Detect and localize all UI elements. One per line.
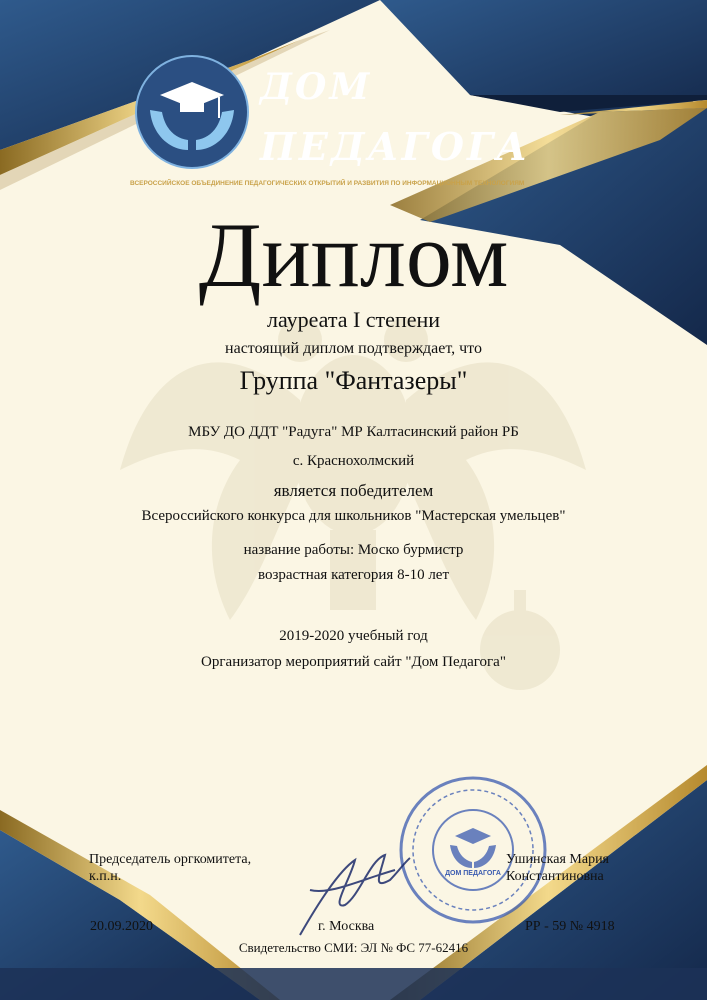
status-text: является победителем xyxy=(273,481,434,500)
diploma-title: Диплом xyxy=(198,204,509,306)
contest-name: Всероссийского конкурса для школьников "Мастерская умельцев" xyxy=(141,508,566,524)
age-category: возрастная категория 8-10 лет xyxy=(257,567,450,583)
work-title: название работы: Моско бурмистр xyxy=(243,542,464,558)
recipient-name: Группа "Фантазеры" xyxy=(239,366,468,395)
stamp-label: ДОМ ПЕДАГОГА xyxy=(445,870,501,877)
organizer: Организатор мероприятий сайт "Дом Педагога" xyxy=(201,654,506,670)
signer-name-line1: Ушинская Мария xyxy=(506,852,609,867)
diploma-degree: лауреата I степени xyxy=(266,307,441,332)
logo-name-line1: ДОМ xyxy=(260,66,373,108)
stamp-seal xyxy=(401,778,545,922)
logo-name-line2: ПЕДАГОГА xyxy=(260,124,531,169)
media-certificate: Свидетельство СМИ: ЭЛ № ФС 77-62416 xyxy=(238,940,469,955)
institution: МБУ ДО ДДТ "Радуга" МР Калтасинский район РБ xyxy=(188,424,519,440)
logo-tagline: ВСЕРОССИЙСКОЕ ОБЪЕДИНЕНИЕ ПЕДАГОГИЧЕСКИХ ОТКРЫТИЙ И РАЗВИТИЯ ПО ИНФОРМАЦИОННЫМ ТЕХНОЛОГИЯМ xyxy=(130,180,525,187)
signer-role-line2: к.п.н. xyxy=(89,869,122,884)
school-year: 2019-2020 учебный год xyxy=(279,628,428,644)
diploma-number: РР - 59 № 4918 xyxy=(525,919,615,934)
signer-name-line2: Константиновна xyxy=(506,869,604,884)
issue-date: 20.09.2020 xyxy=(90,919,153,934)
confirmation-text: настоящий диплом подтверждает, что xyxy=(225,340,482,357)
signer-role-line1: Председатель оргкомитета, xyxy=(89,852,252,867)
locality: с. Краснохолмский xyxy=(292,453,415,469)
issue-city: г. Москва xyxy=(318,919,375,934)
